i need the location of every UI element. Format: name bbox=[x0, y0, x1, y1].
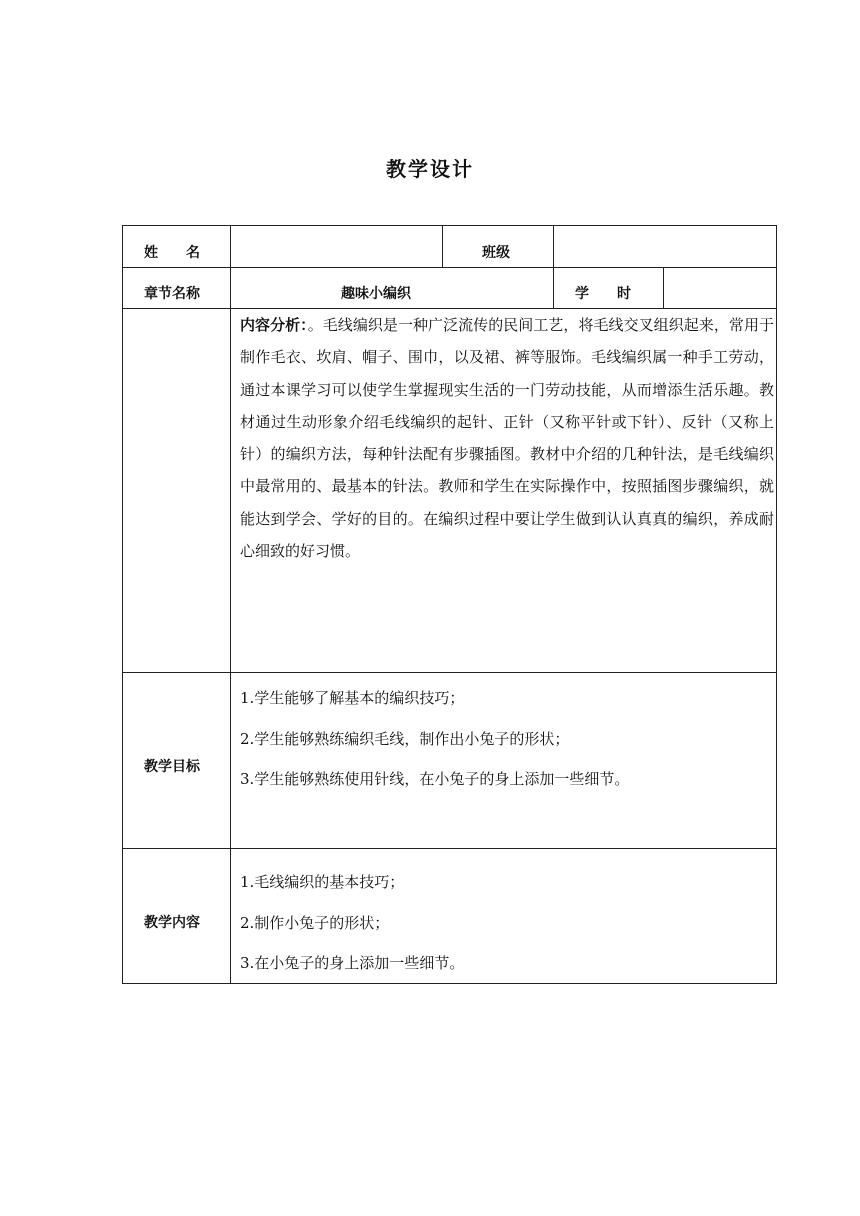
content-label: 教学内容 bbox=[144, 915, 200, 931]
table-border-left bbox=[122, 225, 123, 984]
column-divider bbox=[553, 225, 554, 308]
content-analysis bbox=[240, 309, 774, 567]
content-analysis-text: 。毛线编织是一种广泛流传的民间工艺，将毛线交叉组织起来，常用于制作毛衣、坎肩、帽子、围巾，以及裙、裤等服饰。毛线编织属一种手工劳动，通过本课学习可以使学生掌握现实生活的一门劳动技能，从而增添生活乐趣。教材通过生动形象介绍毛线编织的起针、正针（又称平针或下针）、反针（又称上针）的编织方法，每种针法配有步骤插图。教材中介绍的几种针法，是毛线编织中最常用的、最基本的针法。教师和学生在实际操作中，按照插图步骤编织，就能达到学会、学好的目的。在编织过程中要让学生做到认认真真的编织，养成耐心细致的好习惯。 bbox=[240, 316, 774, 561]
objective-item: 1.学生能够了解基本的编织技巧； bbox=[240, 689, 465, 707]
table-border-bottom bbox=[122, 983, 777, 984]
column-divider bbox=[663, 267, 664, 308]
table-border-right bbox=[776, 225, 777, 984]
row-divider bbox=[122, 672, 777, 673]
column-divider bbox=[442, 225, 443, 267]
chapter-value: 趣味小编织 bbox=[341, 286, 411, 302]
page-title: 教学设计 bbox=[386, 157, 474, 181]
lesson-plan-table bbox=[122, 225, 777, 984]
row-divider bbox=[122, 267, 777, 268]
objective-item: 3.学生能够熟练使用针线，在小兔子的身上添加一些细节。 bbox=[240, 770, 630, 788]
chapter-label: 章节名称 bbox=[144, 286, 200, 302]
content-item: 2.制作小兔子的形状； bbox=[240, 914, 390, 932]
objectives-label: 教学目标 bbox=[144, 759, 200, 775]
content-item: 1.毛线编织的基本技巧； bbox=[240, 873, 405, 891]
class-label: 班级 bbox=[482, 245, 510, 261]
table-border-top bbox=[122, 225, 777, 226]
hours-label: 学 时 bbox=[575, 286, 631, 302]
content-item: 3.在小兔子的身上添加一些细节。 bbox=[240, 954, 465, 972]
row-divider bbox=[122, 848, 777, 849]
name-label: 姓 名 bbox=[144, 245, 200, 261]
content-analysis-lead: 内容分析： bbox=[240, 316, 308, 334]
objective-item: 2.学生能够熟练编织毛线，制作出小兔子的形状； bbox=[240, 730, 570, 748]
column-divider bbox=[230, 225, 231, 984]
